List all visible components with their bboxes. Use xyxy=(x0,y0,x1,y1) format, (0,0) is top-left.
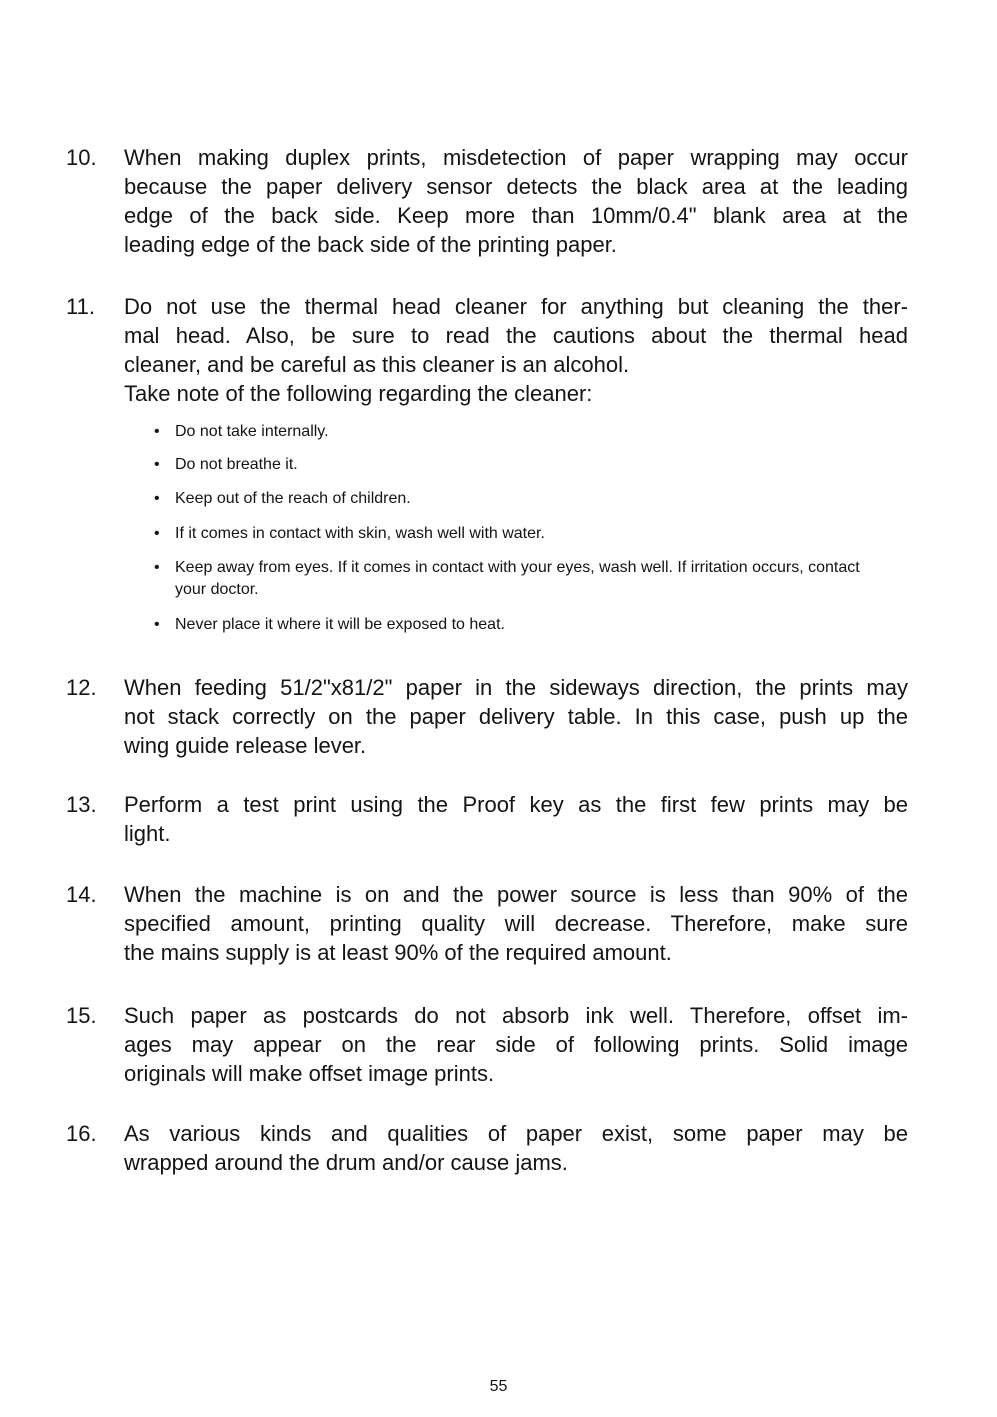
item-line: because the paper delivery sensor detects the black area at the leading xyxy=(124,174,908,199)
item-text xyxy=(124,673,908,760)
bullet-text: Keep away from eyes. If it comes in contact with your eyes, wash well. If irritation occurs, contact your doctor. xyxy=(175,559,860,598)
item-line: Do not use the thermal head cleaner for anything but cleaning the ther- xyxy=(124,294,908,319)
item-number: 10. xyxy=(66,145,97,170)
item-line: edge of the back side. Keep more than 10mm/0.4" blank area at the xyxy=(124,203,908,228)
bullet-icon: • xyxy=(154,490,160,507)
item-number: 16. xyxy=(66,1121,97,1146)
item-text xyxy=(124,880,908,967)
item-line: ages may appear on the rear side of following prints. Solid image xyxy=(124,1032,908,1057)
item-text xyxy=(124,790,908,848)
item-line: cleaner, and be careful as this cleaner is an alcohol. xyxy=(124,352,630,377)
item-line: wrapped around the drum and/or cause jams. xyxy=(124,1150,568,1175)
item-line: not stack correctly on the paper delivery table. In this case, push up the xyxy=(124,704,908,729)
bullet-icon: • xyxy=(154,525,160,542)
item-note: Take note of the following regarding the cleaner: xyxy=(124,381,593,406)
item-number: 14. xyxy=(66,882,97,907)
page-number: 55 xyxy=(489,1378,508,1395)
bullet-icon: • xyxy=(154,616,160,633)
item-line: originals will make offset image prints. xyxy=(124,1061,495,1086)
item-text xyxy=(124,1001,908,1088)
item-number: 11. xyxy=(66,294,95,319)
bullet-icon: • xyxy=(154,559,160,576)
item-line: leading edge of the back side of the printing paper. xyxy=(124,232,617,257)
item-line: As various kinds and qualities of paper exist, some paper may be xyxy=(124,1121,908,1146)
bullet-text: If it comes in contact with skin, wash well with water. xyxy=(175,525,545,542)
item-text xyxy=(124,143,908,259)
bullet-icon: • xyxy=(154,456,160,473)
item-number: 15. xyxy=(66,1003,97,1028)
item-line: When making duplex prints, misdetection of paper wrapping may occur xyxy=(124,145,908,170)
bullet-text: Do not take internally. xyxy=(175,423,329,440)
item-line: When the machine is on and the power source is less than 90% of the xyxy=(124,882,908,907)
bullet-text: Keep out of the reach of children. xyxy=(175,490,411,507)
bullet-text: Never place it where it will be exposed to heat. xyxy=(175,616,505,633)
bullet-text: Do not breathe it. xyxy=(175,456,298,473)
item-line: Such paper as postcards do not absorb ink well. Therefore, offset im- xyxy=(124,1003,908,1028)
item-number: 12. xyxy=(66,675,97,700)
item-line: specified amount, printing quality will decrease. Therefore, make sure xyxy=(124,911,908,936)
item-line: the mains supply is at least 90% of the required amount. xyxy=(124,940,672,965)
item-text xyxy=(124,292,908,408)
item-line: light. xyxy=(124,821,171,846)
item-line: wing guide release lever. xyxy=(124,733,367,758)
item-line: Perform a test print using the Proof key as the first few prints may be xyxy=(124,792,908,817)
bullet-icon: • xyxy=(154,423,160,440)
item-line: mal head. Also, be sure to read the cautions about the thermal head xyxy=(124,323,908,348)
item-text xyxy=(124,1119,908,1177)
item-number: 13. xyxy=(66,792,97,817)
item-line: When feeding 51/2"x81/2" paper in the sideways direction, the prints may xyxy=(124,675,908,700)
